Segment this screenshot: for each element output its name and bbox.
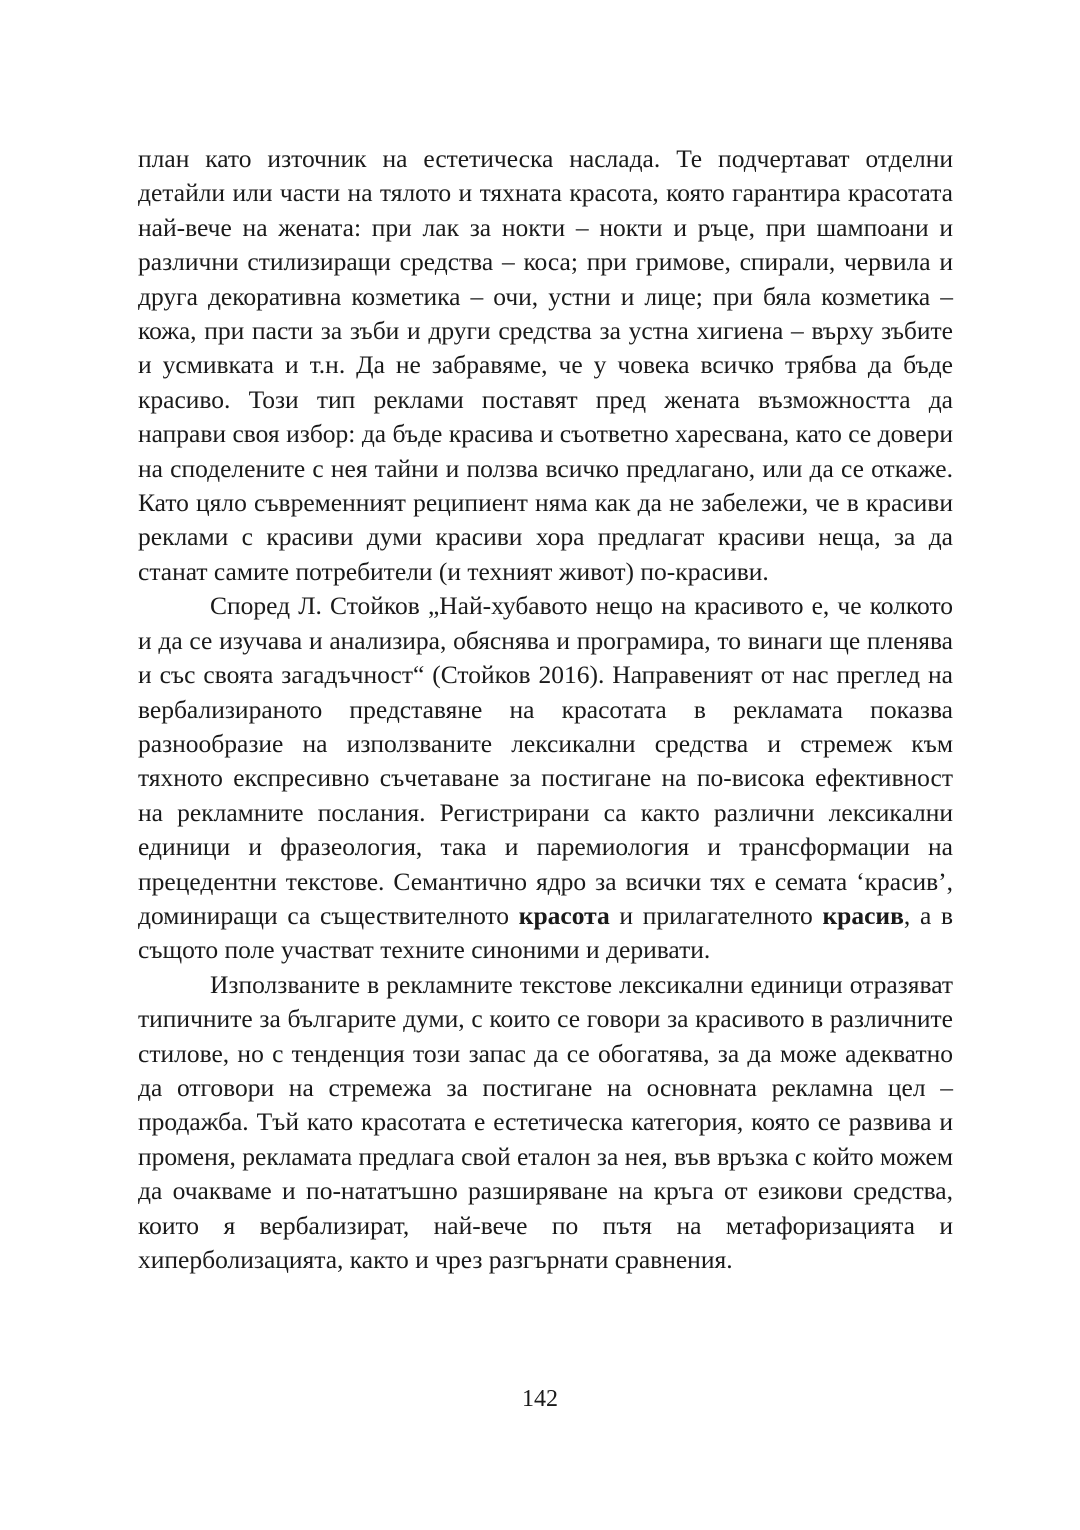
paragraph-1 [138,142,953,589]
page-number: 142 [522,1386,558,1412]
bold-term-krasiv: красив [822,900,904,930]
paragraph-2 [138,589,953,967]
paragraph-2-text: Според Л. Стойков „Най-хубавото нещо на красивото е, че колкото и да се изучава и анализира, обяснява и програмира, то винаги ще пленява и със своята загадъчност“ (Стойков 2016). Направеният от нас преглед на вербализираното представяне на красотата в рекламата показва разнообразие на използваните лексикални средства и стремеж към тяхното експресивно съчетаване за постигане на по-висока ефективност на рекламните послания. Регистрирани са както различни лексикални единици и фразеология, така и паремиология и трансформации на прецедентни текстове. Семантично ядро за всички тях е семата ‘красив’, доминиращи са съществителното [138,591,953,930]
paragraph-3-text: Използваните в рекламните текстове лексикални единици отразяват типичните за българите думи, с които се говори за красивото в различните стилове, но с тенденция този запас да се обогатява, за да може адекватно да отговори на стремежа за постигане на основната рекламна цел – продажба. Тъй като красотата е естетическа категория, която се развива и променя, рекламата предлага свой еталон за нея, във връзка с който можем да очакваме и по-нататъшно разширяване на кръга от езикови средства, които я вербализират, най-вече по пътя на метафоризацията и хиперболизацията, както и чрез разгърнати сравнения. [138,969,953,1274]
bold-term-krasota: красота [518,900,610,930]
paragraph-1-text: план като източник на естетическа наслада. Те подчертават отделни детайли или части на тялото и тяхната красота, която гарантира красотата най-вече на жената: при лак за нокти – нокти и ръце, при шампоани и различни стилизиращи средства – коса; при гримове, спирали, червила и друга декоративна козметика – очи, устни и лице; при бяла козметика – кожа, при пасти за зъби и други средства за устна хигиена – върху зъбите и усмивката и т.н. Да не забравяме, че у човека всичко трябва да бъде красиво. Този тип реклами поставят пред жената възможността да направи своя избор: да бъде красива и съответно харесвана, като се довери на споделените с нея тайни и ползва всичко предлагано, или да се откаже. Като цяло съвременният реципиент няма как да не забележи, че в красиви реклами с красиви думи красиви хора предлагат красиви неща, за да станат самите потребители (и техният живот) по-красиви. [138,144,953,586]
body-text [138,142,953,1277]
paragraph-3 [138,968,953,1278]
paragraph-2-text-2: и прилагателното [619,900,813,930]
paragraph-2-text-3: , а в същото поле участват техните синоними и деривати. [138,900,954,965]
